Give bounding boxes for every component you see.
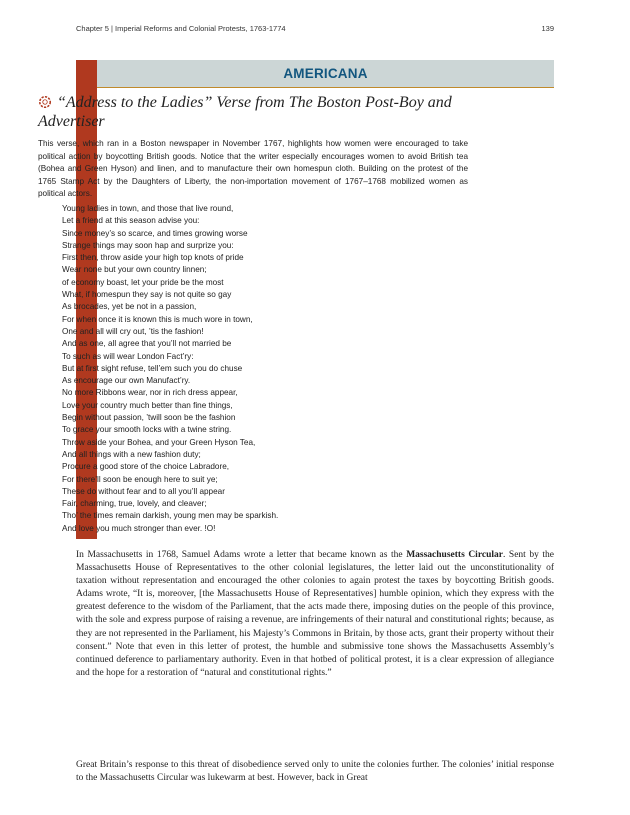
running-header-chapter: Chapter 5 | Imperial Reforms and Colonial Protests, 1763-1774 [76,24,286,33]
key-term: Massachusetts Circular [406,550,503,560]
feature-intro: This verse, which ran in a Boston newspaper in November 1767, highlights how women were encouraged to take political action by boycotting British goods. Notice that the writer especially encourages women to avoid British tea (Bohea and Green Hyson) and linen, and to manufacture their own homespun cloth. Building on the protest of the 1765 Stamp Act by the Daughters of Liberty, the non-importation movement of 1767–1768 mobilized women as political actors. [38,139,468,198]
body-paragraph [76,549,554,680]
poem-line: And all things with a new fashion duty; [62,449,201,459]
poem [62,203,462,535]
poem-line: Begin without passion, ’twill soon be the fashion [62,413,236,423]
poem-line: Let a friend at this season advise you: [62,216,200,226]
poem-line: One and all will cry out, ’tis the fashion! [62,326,204,336]
poem-line: Throw aside your Bohea, and your Green Hyson Tea, [62,437,256,447]
poem-line: What, if homespun they say is not quite so gay [62,290,232,300]
americana-icon [38,95,52,109]
page-number: 139 [541,24,554,33]
poem-line: No more Ribbons wear, nor in rich dress appear, [62,388,238,398]
poem-line: Wear none but your own country linnen; [62,265,207,275]
poem-line: As brocades, yet be not in a passion, [62,302,197,312]
poem-line: Since money’s so scarce, and times growing worse [62,228,248,238]
poem-line: Strange things may soon hap and surprize you: [62,240,234,250]
poem-line: To such as will wear London Fact’ry: [62,351,194,361]
paragraph-text: . Sent by the Massachusetts House of Representatives to the other colonial legislatures, the letter laid out the unconstitutionality of taxation without representation and encouraged the other colonies to again protest the taxes by boycotting British goods. Adams wrote, “It is, moreover, [the Massachusetts House of Representatives] humble opinion, which they express with the greatest deference to the wisdom of the Parliament, that the acts made there, imposing duties on the people of this province, with the sole and express purpose of raising a revenue, are infringements of their natural and constitutional rights; because, as they are not represented in the Parliament, his Majesty’s Commons in Britain, by those acts, grant their property without their consent.” Note that even in this letter of protest, the humble and submissive tone shows the Massachusetts Assembly’s continued deference to parliamentary authority. Even in that hotbed of political protest, it is a clear expression of allegiance and the hope for a restoration of “natural and constitutional rights.” [76,550,555,678]
body-paragraph: Great Britain’s response to this threat of disobedience served only to unite the colonies further. The colonies’ initial response to the Massachusetts Circular was lukewarm at best. However, back in Great [76,760,554,784]
poem-line: For when once it is known this is much wore in town, [62,314,253,324]
poem-line: Love your country much better than fine things, [62,400,233,410]
poem-line: For there’ll soon be enough here to suit ye; [62,474,218,484]
poem-line: To grace your smooth locks with a twine string. [62,425,232,435]
poem-line: But at first sight refuse, tell’em such you do chuse [62,363,243,373]
feature-title-text: “Address to the Ladies” Verse from The Boston Post-Boy and Advertiser [38,94,452,130]
poem-line: Young ladies in town, and those that live round, [62,204,234,213]
poem-line: Tho’ the times remain darkish, young men may be sparkish. [62,511,279,521]
poem-line: And as one, all agree that you’ll not married be [62,339,232,349]
feature-title [38,93,468,131]
poem-line: These do without fear and to all you’ll appear [62,486,225,496]
poem-line: As encourage our own Manufact’ry. [62,376,191,386]
poem-line: And love you much stronger than ever. !O! [62,523,216,533]
poem-line: Fair, charming, true, lovely, and cleaver; [62,499,207,509]
poem-line: First then, throw aside your high top knots of pride [62,253,244,263]
poem-line: of economy boast, let your pride be the most [62,277,224,287]
paragraph-text: In Massachusetts in 1768, Samuel Adams wrote a letter that became known as the [76,550,407,560]
poem-line: Procure a good store of the choice Labradore, [62,462,230,472]
feature-label: AMERICANA [97,60,554,88]
